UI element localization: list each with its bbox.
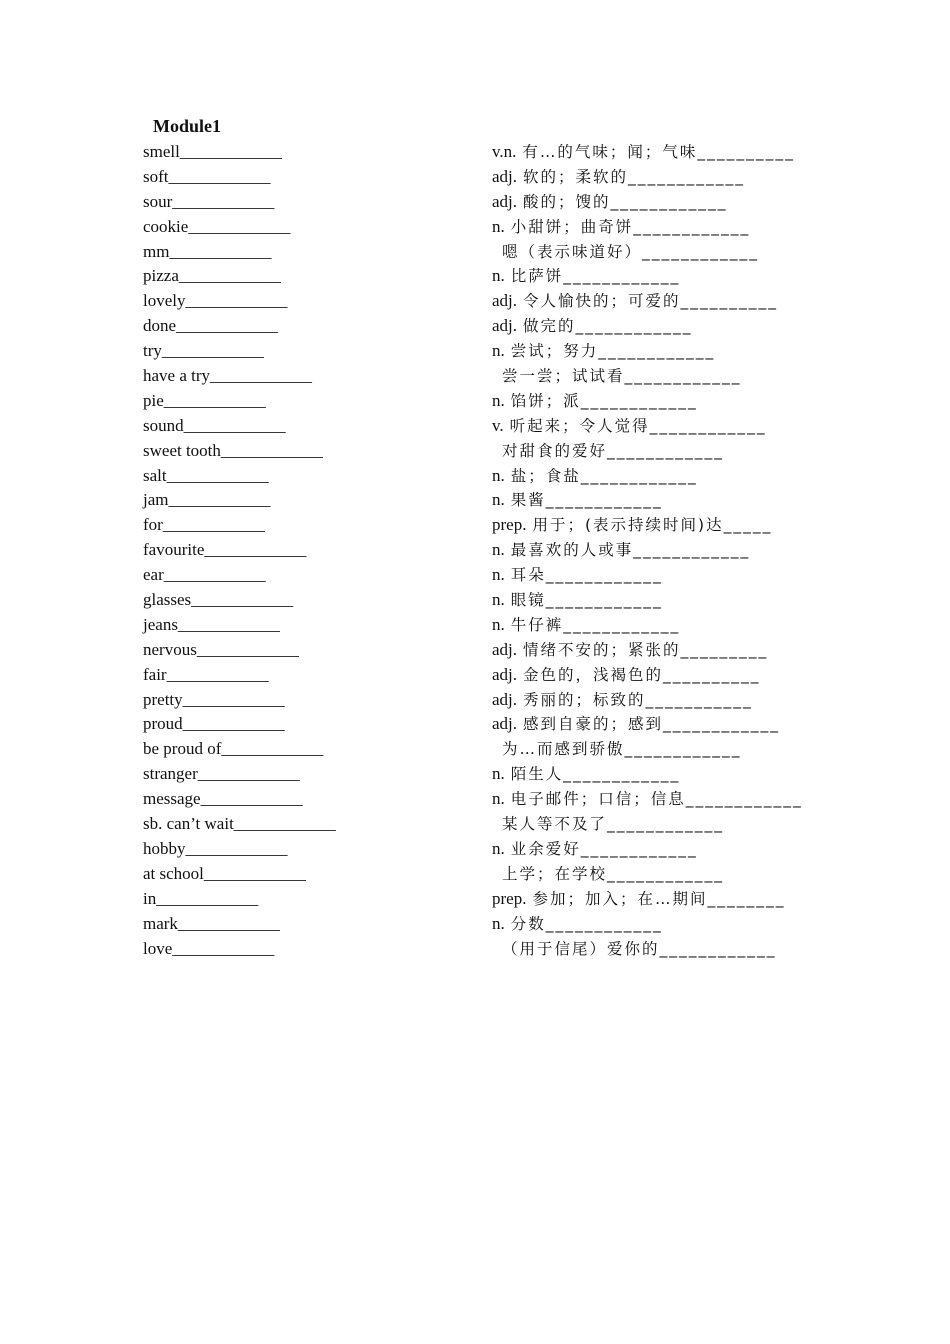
vocab-meaning-row bbox=[492, 538, 822, 563]
chinese-meaning: 参加；加入；在…期间________ bbox=[532, 889, 786, 908]
part-of-speech: n. bbox=[492, 913, 505, 933]
vocab-meaning-row bbox=[492, 389, 822, 414]
part-of-speech: adj. bbox=[492, 291, 518, 311]
chinese-meaning: 嗯（表示味道好）____________ bbox=[502, 242, 760, 261]
part-of-speech: v. bbox=[492, 415, 504, 435]
vocab-meaning-row bbox=[492, 762, 822, 787]
chinese-meaning: 感到自豪的；感到____________ bbox=[523, 715, 781, 734]
vocab-meaning-row bbox=[492, 215, 822, 240]
vocab-meaning-row bbox=[492, 364, 822, 389]
chinese-meaning: 小甜饼；曲奇饼____________ bbox=[510, 217, 751, 236]
chinese-meaning: 金色的，浅褐色的__________ bbox=[523, 665, 761, 684]
vocab-word-row: jam____________ bbox=[143, 490, 271, 510]
chinese-meaning: 牛仔裤____________ bbox=[510, 615, 681, 634]
part-of-speech: n. bbox=[492, 341, 505, 361]
english-word-column bbox=[143, 140, 463, 961]
part-of-speech: n. bbox=[492, 590, 505, 610]
vocab-meaning-row bbox=[492, 862, 822, 887]
part-of-speech: n. bbox=[492, 490, 505, 510]
vocab-meaning-row bbox=[492, 912, 822, 937]
vocab-word-row: pie____________ bbox=[143, 390, 266, 410]
chinese-meaning: 情绪不安的；紧张的_________ bbox=[523, 640, 769, 659]
part-of-speech: adj. bbox=[492, 316, 518, 336]
chinese-meaning: 上学；在学校____________ bbox=[502, 864, 725, 883]
vocab-meaning-row bbox=[492, 812, 822, 837]
part-of-speech: prep. bbox=[492, 888, 527, 908]
chinese-meaning-column bbox=[492, 140, 822, 961]
vocab-word-row: mark____________ bbox=[143, 913, 280, 933]
vocab-meaning-row bbox=[492, 663, 822, 688]
chinese-meaning: 令人愉快的；可爱的__________ bbox=[523, 292, 779, 311]
vocab-meaning-row bbox=[492, 712, 822, 737]
chinese-meaning: 秀丽的；标致的___________ bbox=[523, 690, 753, 709]
vocab-meaning-row bbox=[492, 190, 822, 215]
vocab-meaning-row bbox=[492, 563, 822, 588]
vocab-meaning-row bbox=[492, 937, 822, 962]
chinese-meaning: 酸的；馊的____________ bbox=[523, 192, 728, 211]
chinese-meaning: 耳朵____________ bbox=[510, 566, 663, 585]
vocab-meaning-row bbox=[492, 439, 822, 464]
chinese-meaning: （用于信尾）爱你的____________ bbox=[502, 939, 777, 958]
vocab-word-row: salt____________ bbox=[143, 465, 269, 485]
vocab-word-row: sweet tooth____________ bbox=[143, 440, 323, 460]
vocab-word-row: favourite____________ bbox=[143, 540, 307, 560]
vocab-word-row: hobby____________ bbox=[143, 838, 288, 858]
chinese-meaning: 某人等不及了____________ bbox=[502, 815, 725, 834]
vocab-word-row: lovely____________ bbox=[143, 291, 288, 311]
chinese-meaning: 馅饼；派____________ bbox=[510, 391, 698, 410]
vocab-word-row: message____________ bbox=[143, 789, 303, 809]
vocab-meaning-row bbox=[492, 464, 822, 489]
vocab-meaning-row bbox=[492, 613, 822, 638]
part-of-speech: n. bbox=[492, 266, 505, 286]
vocab-word-row: pretty____________ bbox=[143, 689, 285, 709]
part-of-speech: adj. bbox=[492, 714, 518, 734]
chinese-meaning: 听起来；令人觉得____________ bbox=[509, 416, 767, 435]
vocab-word-row: sound____________ bbox=[143, 415, 286, 435]
vocab-word-row: smell____________ bbox=[143, 142, 282, 161]
part-of-speech: adj. bbox=[492, 639, 518, 659]
chinese-meaning: 用于；(表示持续时间)达_____ bbox=[532, 516, 773, 535]
vocab-word-row: for____________ bbox=[143, 515, 265, 535]
vocab-word-row: cookie____________ bbox=[143, 216, 291, 236]
vocab-word-row: pizza____________ bbox=[143, 266, 281, 286]
part-of-speech: n. bbox=[492, 540, 505, 560]
chinese-meaning: 陌生人____________ bbox=[510, 765, 681, 784]
vocab-meaning-row bbox=[492, 837, 822, 862]
chinese-meaning: 软的；柔软的____________ bbox=[523, 167, 746, 186]
chinese-meaning: 对甜食的爱好____________ bbox=[502, 441, 725, 460]
part-of-speech: n. bbox=[492, 565, 505, 585]
part-of-speech: prep. bbox=[492, 515, 527, 535]
vocab-word-row: soft____________ bbox=[143, 166, 271, 186]
chinese-meaning: 分数____________ bbox=[510, 914, 663, 933]
vocab-meaning-row bbox=[492, 638, 822, 663]
part-of-speech: n. bbox=[492, 390, 505, 410]
vocab-meaning-row bbox=[492, 264, 822, 289]
vocab-meaning-row bbox=[492, 787, 822, 812]
chinese-meaning: 做完的____________ bbox=[523, 317, 693, 336]
module-title: Module1 bbox=[153, 116, 222, 136]
vocab-meaning-row bbox=[492, 688, 822, 713]
chinese-meaning: 果酱____________ bbox=[510, 491, 663, 510]
vocab-word-row: have a try____________ bbox=[143, 366, 313, 386]
vocab-word-row: sour____________ bbox=[143, 191, 275, 211]
vocab-meaning-row bbox=[492, 339, 822, 364]
chinese-meaning: 有…的气味；闻；气味__________ bbox=[522, 143, 795, 161]
vocab-meaning-row bbox=[492, 314, 822, 339]
part-of-speech: n. bbox=[492, 789, 505, 809]
vocab-meaning-row bbox=[492, 165, 822, 190]
vocab-word-row: glasses____________ bbox=[143, 590, 294, 610]
vocab-meaning-row bbox=[492, 140, 822, 165]
vocab-meaning-row bbox=[492, 513, 822, 538]
vocab-meaning-row bbox=[492, 414, 822, 439]
part-of-speech: n. bbox=[492, 838, 505, 858]
part-of-speech: adj. bbox=[492, 664, 518, 684]
chinese-meaning: 尝试；努力____________ bbox=[510, 342, 716, 361]
vocab-word-row: stranger____________ bbox=[143, 764, 300, 784]
chinese-meaning: 为…而感到骄傲____________ bbox=[502, 740, 742, 759]
vocab-word-row: be proud of____________ bbox=[143, 739, 324, 759]
part-of-speech: n. bbox=[492, 216, 505, 236]
part-of-speech: adj. bbox=[492, 191, 518, 211]
part-of-speech: v.n. bbox=[492, 142, 517, 161]
vocab-word-row: sb. can’t wait____________ bbox=[143, 814, 336, 834]
vocab-word-row: proud____________ bbox=[143, 714, 285, 734]
vocab-word-row: nervous____________ bbox=[143, 639, 299, 659]
vocab-word-row: try____________ bbox=[143, 341, 264, 361]
part-of-speech: n. bbox=[492, 614, 505, 634]
vocab-word-row: jeans____________ bbox=[143, 614, 280, 634]
vocab-word-row: at school____________ bbox=[143, 863, 306, 883]
vocab-meaning-row bbox=[492, 240, 822, 265]
vocab-word-row: mm____________ bbox=[143, 241, 272, 261]
vocab-meaning-row bbox=[492, 887, 822, 912]
vocab-meaning-row bbox=[492, 588, 822, 613]
vocab-word-row: in____________ bbox=[143, 888, 259, 908]
part-of-speech: adj. bbox=[492, 166, 518, 186]
chinese-meaning: 比萨饼____________ bbox=[510, 267, 681, 286]
chinese-meaning: 最喜欢的人或事____________ bbox=[510, 541, 751, 560]
part-of-speech: n. bbox=[492, 764, 505, 784]
vocab-meaning-row bbox=[492, 289, 822, 314]
chinese-meaning: 尝一尝；试试看____________ bbox=[502, 367, 742, 386]
vocab-meaning-row bbox=[492, 488, 822, 513]
chinese-meaning: 眼镜____________ bbox=[510, 591, 663, 610]
vocab-word-row: ear____________ bbox=[143, 565, 266, 585]
chinese-meaning: 业余爱好____________ bbox=[510, 839, 698, 858]
vocab-word-row: fair____________ bbox=[143, 664, 269, 684]
vocab-word-row: done____________ bbox=[143, 316, 279, 336]
vocab-meaning-row bbox=[492, 737, 822, 762]
part-of-speech: n. bbox=[492, 465, 505, 485]
chinese-meaning: 电子邮件；口信；信息____________ bbox=[510, 790, 803, 809]
chinese-meaning: 盐；食盐____________ bbox=[510, 466, 698, 485]
part-of-speech: adj. bbox=[492, 689, 518, 709]
vocab-word-row: love____________ bbox=[143, 938, 275, 958]
